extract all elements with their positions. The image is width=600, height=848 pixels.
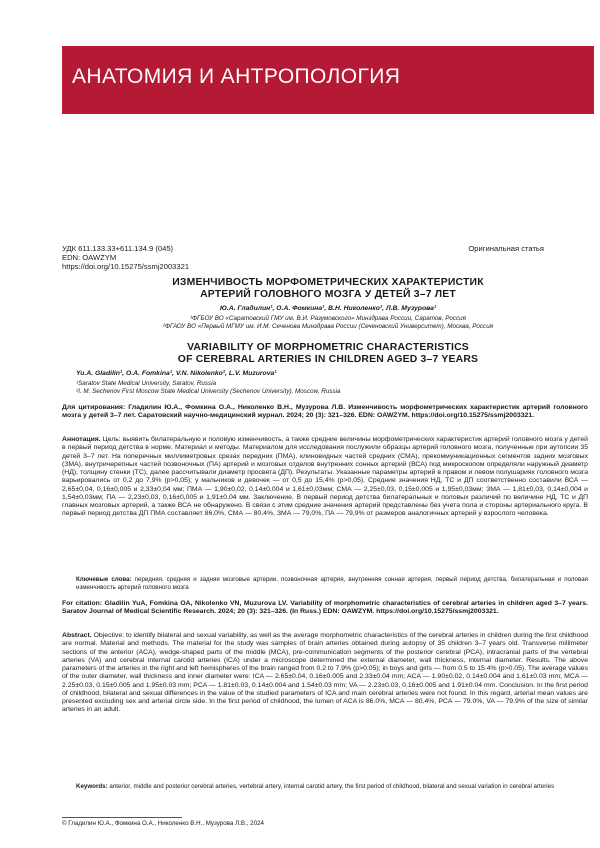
abstract-ru	[62, 436, 588, 519]
article-type: Оригинальная статья	[468, 244, 544, 253]
affiliation-en-2: ²I. M. Sechenov First Moscow State Medical University (Sechenov University), Moscow, Russia	[76, 388, 341, 395]
citation-en	[62, 600, 588, 617]
abstract-en-text: Objective: to identify bilateral and sexual variability, as well as the average morphometric characteristics of the cerebral arteries in children during the first childhood are normal. Material and methods. The material for the study was samples of brain arteries obtained during autopsy of 35 children 3–7 years old. Transverse millimeter sections of the anterior (ACA), wedge-shaped parts of the middle (MCA), pre-communication segments of the posterior cerebral (PCA), intracranial parts of the vertebral arteries (VA) and cerebral internal carotid arteries (ICA) under a microscope determined the external diameter, wall thickness, internal diameter. Results. The above parameters of the arteries in the right and left hemispheres of the brain ranged from 0.2 to 7.9% (p>0.05); in boys and girls — from 0.5 to 15.4% (p>0.05). The average values of the outer diameter, wall thickness and inner diameter were: ICA — 2.65±0.04, 0.16±0.005 and 2.33±0.04 mm; ACA — 1.90±0.02, 0.14±0.004 and 1.61±0.03 mm; MCA — 2.25±0.03, 0.15±0.005 and 1.95±0.03 mm; PCA — 1.81±0.03, 0.14±0.004 and 1.54±0.03 mm; VA — 2.23±0.03, 0.16±0.005 and 1.91±0.04 mm. Conclusion. In the first period of childhood, bilateral and sexual differences in the value of the studied parameters of ICA and main cerebral arteries were not found. In this regard, arterial mean values are presented excluding sex and arterial circle side. In the first period of childhood, the lumen of ACA is 86.0%, MCA — 80.4%, PCA — 79.0%, VA — 79.9% of the size of similar arteries in an adult.	[62, 632, 588, 714]
abstract-ru-label: Аннотация.	[62, 436, 101, 443]
keywords-en	[76, 783, 588, 791]
keywords-en-text: anterior, middle and posterior cerebral arteries, vertebral artery, internal carotid artery, the first period of childhood, bilateral and sexual variation in cerebral arteries	[109, 783, 555, 790]
affiliation-en-1: ¹Saratov State Medical University, Saratov, Russia	[76, 380, 217, 387]
section-title: АНАТОМИЯ И АНТРОПОЛОГИЯ	[72, 65, 401, 88]
abstract-en-label: Abstract.	[62, 632, 92, 639]
keywords-en-label: Keywords:	[76, 783, 108, 790]
keywords-ru-text: передняя, средняя и задняя мозговые артерии, позвоночная артерия, внутренняя сонная артерия, первый период детства, билатеральная и половая изменчивость артерий головного мозга	[76, 576, 588, 591]
affiliation-ru-1: ¹ФГБОУ ВО «Саратовский ГМУ им. В.И. Разумовского» Минздрава России, Саратов, Россия	[189, 315, 467, 322]
affiliation-ru-2: ²ФГАОУ ВО «Первый МГМУ им. И.М. Сеченова Минздрава России (Сеченовский Университет), Москва, Россия	[162, 323, 494, 330]
udc-code: УДК 611.133.33+611.134.9 (045)	[62, 244, 174, 253]
citation-en-label: For citation:	[62, 600, 103, 607]
keywords-ru	[76, 576, 588, 591]
footnote-divider	[62, 817, 182, 818]
title-ru-line2: АРТЕРИЙ ГОЛОВНОГО МОЗГА У ДЕТЕЙ 3–7 ЛЕТ	[200, 289, 456, 300]
edn-code: EDN: OAWZYM	[62, 253, 117, 262]
abstract-en	[62, 632, 588, 715]
citation-ru-label: Для цитирования:	[62, 404, 126, 411]
copyright-notice: © Гладилин Ю.А., Фомкина О.А., Николенко В.Н., Музурова Л.В., 2024	[62, 820, 264, 827]
keywords-ru-label: Ключевые слова:	[76, 576, 132, 583]
abstract-ru-text: Цель: выявить билатеральную и половую изменчивость, а также средние величины морфометрических характеристик артерий головного мозга у детей в первый период детства в норме. Материал и методы. Материалом для исследования послужили образцы артерий головного мозга, полученные при аутопсии 35 детей 3–7 лет. На поперечных миллиметровых срезах передних (ПМА), клиновидных частей средних (СМА), прекоммуникационных сегментов задних мозговых (ЗМА), внутричерепных частей позвоночных (ПА) артерий и мозговых отделов внутренних сонных артерий (ВСА) под микроскопом определяли наружный диаметр (НД), толщину стенки (ТС), далее рассчитывали диаметр просвета (ДП). Результаты. Указанные параметры артерий в правом и левом полушариях головного мозга варьировались от 0,2 до 7,9% (p>0,05); у мальчиков и девочек — от 0,5 до 15,4% (p>0,05). Средние значения НД, ТС и ДП соответственно составили ВСА — 2,65±0,04, 0,16±0,005 и 2,33±0,04 мм; ПМА — 1,90±0,02, 0,14±0,004 и 1,61±0,03мм; СМА — 2,25±0,03, 0,15±0,005 и 1,95±0,03мм; ЗМА — 1,81±0,03, 0,14±0,004 и 1,54±0,03мм; ПА — 2,23±0,03, 0,16±0,005 и 1,91±0,04 мм. Заключение. В первый период детства билатеральных и половых различий по величине НД, ТС и ДП главных мозговых артерий, а также ВСА не обнаружено. В связи с этим средние значения артерий представлены без учета пола и стороны артериального круга. В первый период детства ДП ПМА составляет 86,0%, СМА — 80,4%, ЗМА — 79,0%, ПА — 79,9% от размеров аналогичных артерий у взрослого человека.	[62, 436, 588, 518]
doi-link[interactable]: https://doi.org/10.15275/ssmj2003321	[62, 262, 190, 271]
citation-ru-text: Гладилин Ю.А., Фомкина О.А., Николенко В.Н., Музурова Л.В. Изменчивость морфометрических характеристик артерий головного мозга у детей 3–7 лет. Саратовский научно-медицинский журнал. 2024; 20 (3): 321–326. EDN: OAWZYM. https://doi.org/10.15275/ssmj2003321.	[62, 404, 588, 420]
title-en-line1: VARIABILITY OF MORPHOMETRIC CHARACTERISTICS	[187, 342, 469, 353]
citation-ru	[62, 404, 588, 421]
authors-ru: Ю.А. Гладилин¹, О.А. Фомкина¹, В.Н. Николенко², Л.В. Музурова¹	[219, 305, 437, 312]
citation-en-text: Gladilin YuA, Fomkina OA, Nikolenko VN, Muzurova LV. Variability of morphometric characteristics of cerebral arteries in children aged 3–7 years. Saratov Journal of Medical Scientific Research. 2024; 20 (3): 321–326. (In Russ.) EDN: OAWZYM. https://doi.org/10.15275/ssmj2003321.	[62, 600, 588, 616]
authors-en: Yu.A. Gladilin¹, O.A. Fomkina¹, V.N. Nikolenko², L.V. Muzurova¹	[76, 370, 277, 377]
title-en-line2: OF CEREBRAL ARTERIES IN CHILDREN AGED 3–7 YEARS	[177, 354, 479, 365]
title-ru-line1: ИЗМЕНЧИВОСТЬ МОРФОМЕТРИЧЕСКИХ ХАРАКТЕРИСТИК	[172, 277, 484, 288]
